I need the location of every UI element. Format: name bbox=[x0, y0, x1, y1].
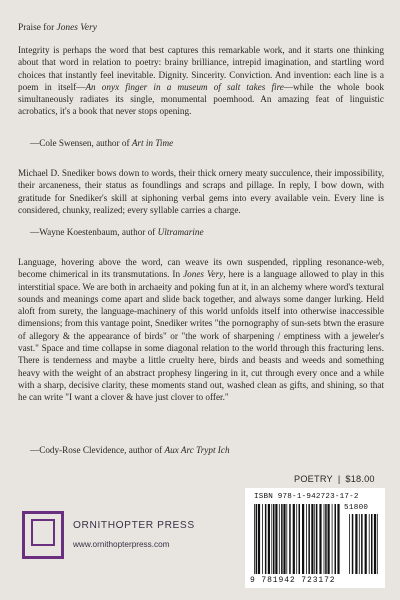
attribution-1-author: —Cole Swensen, author of bbox=[30, 138, 132, 148]
ean-digits: 9 781942 723172 bbox=[250, 576, 336, 585]
publisher-website: www.ornithopterpress.com bbox=[73, 540, 170, 549]
attribution-1-work: Art in Time bbox=[131, 138, 174, 148]
blurb-1-text-a: Integrity is perhaps the word that best captures this remarkable work, and it starts one thinking about that word in relation to poetry: brainy brilliance, intrepid imagination, and startling word choices that instantly feel inevitable. Dignity. Sincerity. Conviction. And invention: each line is a poem in itself— bbox=[18, 45, 384, 92]
attribution-3-work: Aux Arc Trypt Ich bbox=[164, 445, 230, 455]
attribution-3 bbox=[30, 444, 230, 456]
blurb-1-quote: An onyx finger in a museum of salt takes fire bbox=[85, 81, 284, 92]
blurb-3-text-a: Language, hovering above the word, can weave its own suspended, rippling resonance-web, become chimerical in its transmutations. In bbox=[18, 257, 384, 280]
blurb-2-text: Michael D. Snediker bows down to words, their thick ornery meaty succulence, their impossibility, their arcaneness, their status as foundlings and scraps and pillage. In reply, I bow down, with gratitude for Snediker's skill at siphoning verbal gems into every available vein. Every line is considered, chunky, realized; every syllable carries a charge. bbox=[18, 168, 384, 215]
category-price-line bbox=[294, 474, 375, 484]
attribution-2-author: —Wayne Koestenbaum, author of bbox=[30, 227, 158, 237]
isbn-text: ISBN 978-1-942723-17-2 bbox=[254, 493, 359, 501]
blurb-2 bbox=[18, 167, 384, 216]
praise-heading bbox=[18, 22, 97, 34]
barcode-graphic bbox=[245, 488, 385, 588]
price-code: 51800 bbox=[344, 504, 369, 512]
attribution-3-author: —Cody-Rose Clevidence, author of bbox=[30, 445, 165, 455]
attribution-2-work: Ultramarine bbox=[157, 227, 204, 237]
price-label: $18.00 bbox=[345, 474, 375, 484]
attribution-2 bbox=[30, 226, 204, 238]
publisher-logo-icon bbox=[22, 511, 64, 559]
publisher-logo-inner bbox=[31, 519, 55, 546]
barcode-area bbox=[245, 488, 385, 588]
blurb-3-text-b: , here is a language allowed to play in this interstitial space. We are both in archaeity and poking fun at it, in an alchemy where word's textural sounds and meanings come apart and slide back together, and always some danger lurking. Held aloft from surety, the language-machinery of this world unfolds itself into otherwise inaccessible dimensions; from this vantage point, Snediker writes "the pornography of sun-sets btwn the erasure of allegory & the appearance of birds" or "the work of sharpening / emptiness with a jeweler's vast." Space and time collapse in some diagonal relation to the world through this fracturing lens. There is tenderness and maybe a little cruelty here, birds and beasts and weeds and something heavy with the weight of an abstract prophesy lingering in it, cut through every once and a while with a sharp, decisive clarity, these moments stand out, washed clean as gifts, and shining, so that he can write "I want a clover & have just clover to offer." bbox=[18, 269, 384, 403]
category-label: POETRY bbox=[294, 474, 333, 484]
blurb-1 bbox=[18, 44, 384, 118]
blurb-1-text-b: —while the whole book simultaneously radiates its single, monumental poemhood. An amazing feat of linguistic acrobatics, it's a book that never stops opening. bbox=[18, 81, 385, 117]
publisher-name: ORNITHOPTER PRESS bbox=[73, 520, 195, 531]
praise-book-title: Jones Very bbox=[56, 23, 97, 33]
separator: | bbox=[337, 474, 341, 484]
blurb-3 bbox=[18, 256, 384, 404]
praise-label: Praise for bbox=[18, 23, 57, 33]
attribution-1 bbox=[30, 137, 173, 149]
blurb-3-title: Jones Very bbox=[183, 269, 224, 280]
